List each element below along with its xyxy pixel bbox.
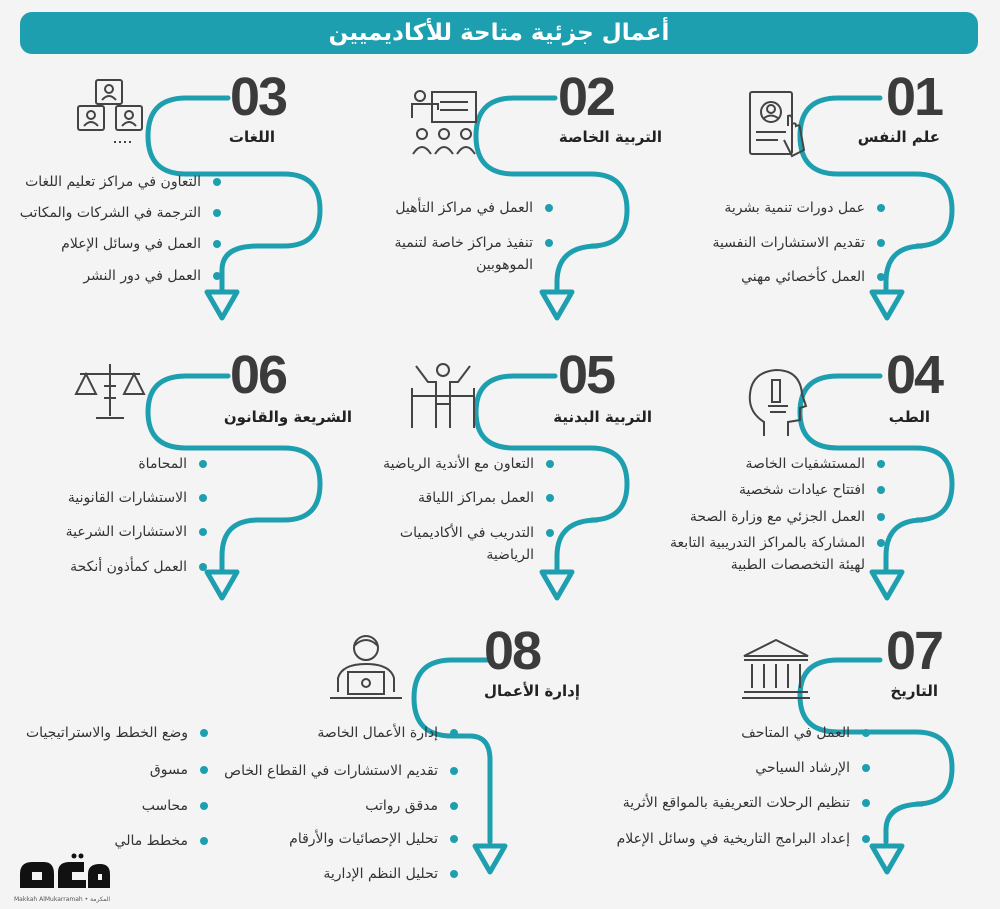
list-item: وضع الخطط والاستراتيجيات [26, 722, 188, 744]
section-title: الشريعة والقانون [223, 408, 352, 426]
section-title: اللغات [228, 128, 275, 146]
list-item: الإرشاد السياحي [755, 757, 850, 779]
list-item: افتتاح عيادات شخصية [739, 479, 865, 501]
section-number: 01 [886, 67, 943, 127]
section-title: إدارة الأعمال [484, 682, 580, 700]
section-title: التاريخ [890, 682, 938, 700]
list-item: التعاون في مراكز تعليم اللغات [25, 171, 201, 193]
list-item: العمل الجزئي مع وزارة الصحة [690, 506, 865, 528]
list-item: محاسب [142, 795, 188, 817]
list-item: العمل في دور النشر [83, 265, 201, 287]
athlete-finish-line-icon [408, 360, 478, 430]
list-item: العمل في مراكز التأهيل [395, 197, 533, 219]
list-item: إعداد البرامج التاريخية في وسائل الإعلام [617, 828, 850, 850]
list-item: العمل كأخصائي مهني [741, 266, 865, 288]
section-number: 02 [558, 67, 615, 127]
list-item: مخطط مالي [115, 830, 188, 852]
list-item: العمل في المتاحف [741, 722, 850, 744]
psychologist-profile-icon [748, 90, 810, 162]
conversation-people-icon [74, 78, 146, 150]
museum-building-icon [740, 636, 812, 700]
list-item: تحليل الإحصائيات والأرقام [289, 828, 438, 850]
section-title: الطب [888, 408, 930, 426]
section-number: 04 [886, 345, 943, 405]
list-item: المستشفيات الخاصة [745, 453, 865, 475]
section-title: علم النفس [857, 128, 940, 146]
list-item: المحاماة [138, 453, 187, 475]
list-item: الترجمة في الشركات والمكاتب [20, 202, 201, 224]
list-item: التدريب في الأكاديميات الرياضية [374, 522, 534, 566]
list-item: المشاركة بالمراكز التدريبية التابعة لهيئة التخصصات الطبية [655, 532, 865, 576]
medical-head-microscope-icon [744, 366, 810, 438]
section-number: 03 [230, 67, 287, 127]
classroom-teacher-icon [408, 88, 480, 158]
justice-scale-icon [74, 360, 146, 424]
makkah-logo [14, 852, 114, 900]
list-item: مدقق رواتب [365, 795, 438, 817]
list-item: العمل كمأذون أنكحة [70, 556, 187, 578]
section-number: 08 [484, 621, 541, 681]
list-item: الاستشارات القانونية [68, 487, 187, 509]
list-item: مسوق [150, 759, 188, 781]
section-number: 05 [558, 345, 615, 405]
list-item: التعاون مع الأندية الرياضية [383, 453, 534, 475]
list-item: إدارة الأعمال الخاصة [317, 722, 438, 744]
list-item: تقديم الاستشارات النفسية [712, 232, 865, 254]
list-item: تنظيم الرحلات التعريفية بالمواقع الأثرية [623, 792, 850, 814]
page-title: أعمال جزئية متاحة للأكاديميين [20, 12, 978, 54]
business-laptop-icon [328, 632, 404, 706]
list-item: تنفيذ مراكز خاصة لتنمية الموهوبين [383, 232, 533, 276]
list-item: الاستشارات الشرعية [66, 521, 187, 543]
section-title: التربية الخاصة [558, 128, 662, 146]
section-number: 07 [886, 621, 943, 681]
logo-subtext: Makkah AlMukarramah • المكرمة [14, 896, 111, 903]
section-number: 06 [230, 345, 287, 405]
list-item: تقديم الاستشارات في القطاع الخاص [224, 760, 438, 782]
list-item: تحليل النظم الإدارية [323, 863, 438, 885]
list-item: العمل في وسائل الإعلام [61, 233, 201, 255]
section-title: التربية البدنية [553, 408, 652, 426]
list-item: العمل بمراكز اللياقة [418, 487, 534, 509]
list-item: عمل دورات تنمية بشرية [724, 197, 865, 219]
